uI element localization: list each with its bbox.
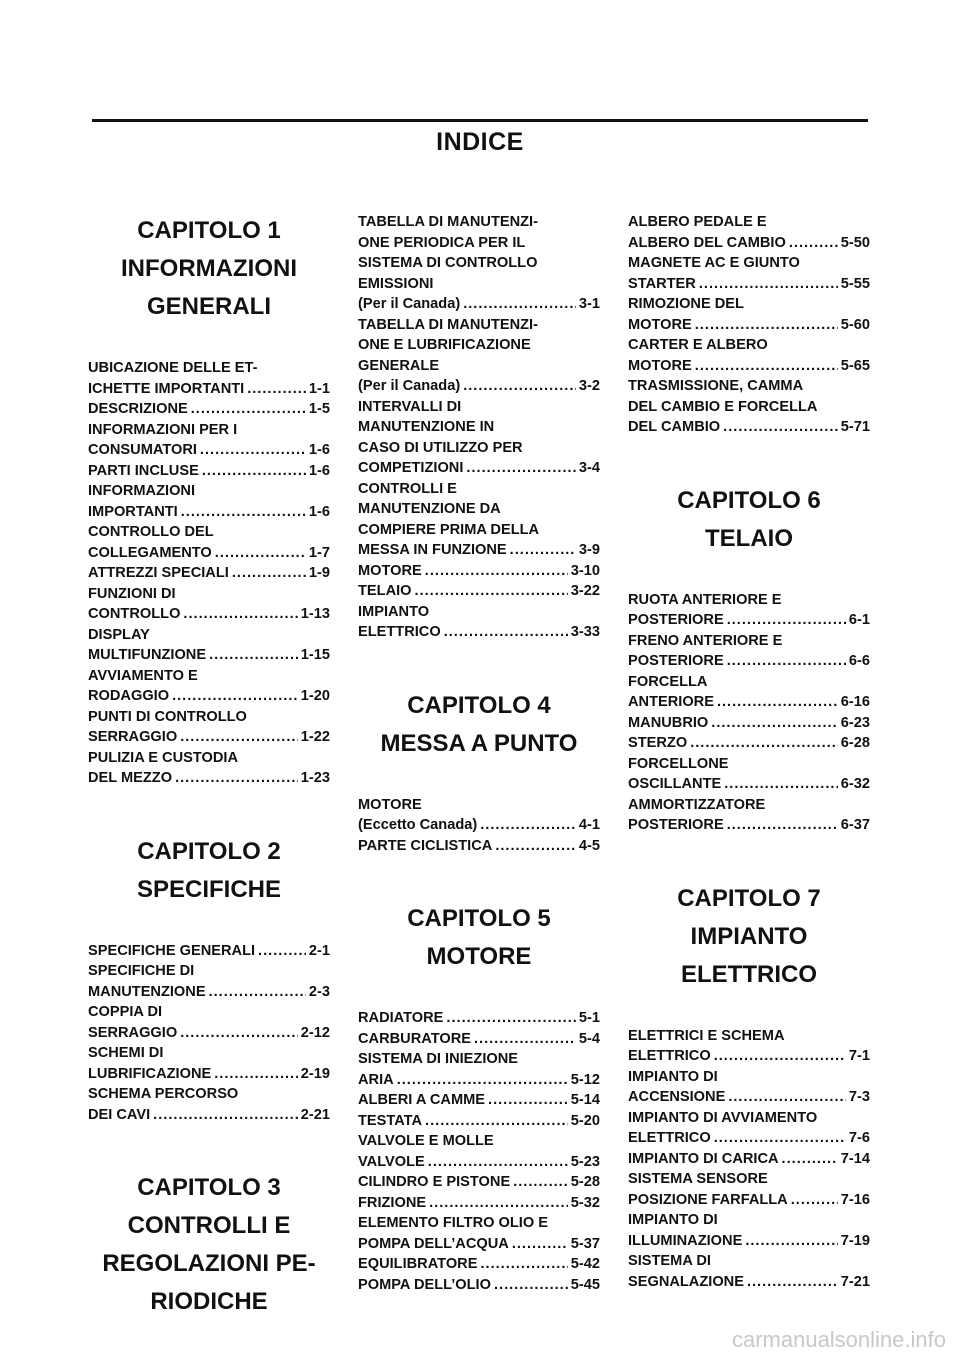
toc-entry-text: ARIA <box>358 1071 394 1088</box>
page-number: 4-5 <box>578 837 600 854</box>
page-number: 3-9 <box>578 542 600 558</box>
dot-leader <box>510 540 576 561</box>
dot-leader <box>727 815 838 836</box>
toc-entry-text: AVVIAMENTO E <box>88 667 198 684</box>
dot-leader <box>258 941 306 962</box>
toc-entry[interactable] <box>88 399 330 420</box>
toc-entry[interactable] <box>358 1029 600 1050</box>
toc-entry-text: CONSUMATORI <box>88 442 197 458</box>
toc-entry-text: ALBERO PEDALE E <box>628 214 767 230</box>
toc-entry-text: CONTROLLI E <box>358 480 457 497</box>
toc-entry[interactable] <box>358 561 600 582</box>
dot-leader <box>202 461 306 482</box>
toc-entry-text: SCHEMA PERCORSO <box>88 1086 239 1102</box>
toc-entry[interactable] <box>628 590 870 631</box>
toc-entry-text: STERZO <box>628 735 688 751</box>
toc-entry-text: ONE E LUBRIFICAZIONE <box>358 337 531 353</box>
dot-leader <box>495 836 576 857</box>
toc-entry[interactable] <box>358 1193 600 1214</box>
toc-entry[interactable] <box>88 522 330 563</box>
toc-entry-text: CILINDRO E PISTONE <box>358 1174 511 1190</box>
dot-leader <box>463 376 576 397</box>
toc-entry[interactable] <box>628 1210 870 1251</box>
toc-entry-text: RIMOZIONE DEL <box>628 296 744 312</box>
toc-entry-text: MOTORE <box>628 357 692 374</box>
toc-entry-text: IMPIANTO DI AVVIAMENTO <box>628 1109 818 1126</box>
toc-entry-text: SERRAGGIO <box>88 729 178 745</box>
dot-leader <box>747 1272 838 1293</box>
toc-entry-text: AMMORTIZZATORE <box>628 796 766 813</box>
page-number: 7-16 <box>840 1191 870 1208</box>
toc-entry-text: ELETTRICO <box>358 624 441 640</box>
toc-entry-text: POSTERIORE <box>628 612 724 628</box>
toc-entry[interactable] <box>358 1213 600 1254</box>
dot-leader <box>191 399 306 420</box>
dot-leader <box>183 604 297 625</box>
toc-entry[interactable] <box>88 961 330 1002</box>
toc-entry-text: CARBURATORE <box>358 1030 471 1047</box>
chapter-heading: CAPITOLO 6 TELAIO <box>677 486 821 552</box>
page-number: 5-1 <box>578 1010 600 1026</box>
toc-entry[interactable] <box>88 748 330 789</box>
dot-leader <box>209 982 306 1003</box>
page-number: 6-37 <box>840 817 870 833</box>
toc-entry[interactable] <box>358 1090 600 1111</box>
toc-entry-text: ACCENSIONE <box>628 1089 726 1105</box>
dot-leader <box>513 1172 568 1193</box>
toc-entry[interactable] <box>358 1172 600 1193</box>
page-number: 5-71 <box>840 419 870 435</box>
page-number: 1-1 <box>308 380 330 397</box>
top-rule <box>92 119 868 122</box>
toc-entry-text: TABELLA DI MANUTENZI- <box>358 214 538 230</box>
toc-entry-text: EMISSIONI <box>358 275 434 292</box>
toc-entry-text: SERRAGGIO <box>88 1024 178 1041</box>
dot-leader <box>209 645 298 666</box>
page-number: 3-33 <box>570 624 600 640</box>
toc-entry-text: FORCELLA <box>628 673 708 690</box>
dot-leader <box>690 733 838 754</box>
page-number: 5-65 <box>840 357 870 374</box>
toc-entry-text: OSCILLANTE <box>628 776 722 792</box>
page-number: 4-1 <box>578 817 600 833</box>
dot-leader <box>175 768 298 789</box>
toc-entry-text: IMPIANTO DI CARICA <box>628 1150 779 1167</box>
page-number: 7-21 <box>840 1273 870 1290</box>
toc-entry[interactable] <box>358 315 600 397</box>
page-number: 5-23 <box>570 1153 600 1170</box>
dot-leader <box>480 1254 567 1275</box>
dot-leader <box>745 1231 837 1252</box>
dot-leader <box>463 294 576 315</box>
dot-leader <box>727 651 846 672</box>
dot-leader <box>728 1087 846 1108</box>
page-number: 5-50 <box>840 234 870 251</box>
chapter-heading: CAPITOLO 1 INFORMAZIONI GENERALI <box>121 217 297 320</box>
toc-entry-text: FRIZIONE <box>358 1194 427 1211</box>
toc-entry-text: CASO DI UTILIZZO PER <box>358 439 523 456</box>
toc-entry[interactable] <box>358 581 600 602</box>
toc-entry-text: (Eccetto Canada) <box>358 817 478 833</box>
toc-entry-text: COMPIERE PRIMA DELLA <box>358 521 540 538</box>
dot-leader <box>180 1023 298 1044</box>
toc-entry[interactable] <box>628 212 870 253</box>
toc-entry-text: (Per il Canada) <box>358 296 461 312</box>
page-number: 1-9 <box>308 565 330 581</box>
page-number: 5-32 <box>570 1194 600 1211</box>
dot-leader <box>428 1152 568 1173</box>
page-number: 5-60 <box>840 316 870 333</box>
page-number: 6-32 <box>840 776 870 792</box>
toc-entry[interactable] <box>88 584 330 625</box>
page-number: 5-12 <box>570 1071 600 1088</box>
toc-entry[interactable] <box>358 795 600 836</box>
toc-entry[interactable] <box>628 253 870 294</box>
toc-entry-text: SEGNALAZIONE <box>628 1273 744 1290</box>
toc-entry[interactable] <box>88 941 330 962</box>
page-number: 7-3 <box>848 1089 870 1105</box>
page-number: 2-19 <box>300 1065 330 1082</box>
toc-entry[interactable] <box>628 713 870 734</box>
toc-entry-text: DEI CAVI <box>88 1106 151 1123</box>
page-number: 3-2 <box>578 378 600 394</box>
toc-column-3 <box>628 212 870 1292</box>
toc-entry-text: TABELLA DI MANUTENZI- <box>358 316 538 333</box>
toc-entry-text: SISTEMA DI <box>628 1253 711 1269</box>
dot-leader <box>444 622 568 643</box>
page-number: 5-45 <box>570 1276 600 1293</box>
page-number: 6-16 <box>840 694 870 710</box>
toc-entry-text: EQUILIBRATORE <box>358 1256 478 1272</box>
toc-entry-text: ALBERI A CAMME <box>358 1092 486 1108</box>
toc-entry[interactable] <box>358 1111 600 1132</box>
toc-column-2 <box>358 212 600 1295</box>
toc-entry-text: COPPIA DI <box>88 1004 163 1020</box>
dot-leader <box>200 440 306 461</box>
toc-entry-text: DESCRIZIONE <box>88 401 188 417</box>
dot-leader <box>494 1275 568 1296</box>
toc-entry[interactable] <box>88 1084 330 1125</box>
page-number: 2-3 <box>308 983 330 1000</box>
toc-entry-text: FUNZIONI DI <box>88 585 176 602</box>
toc-entry-text: TESTATA <box>358 1112 423 1129</box>
page-number: 7-6 <box>848 1130 870 1146</box>
toc-entry-text: SPECIFICHE GENERALI <box>88 942 256 959</box>
toc-entry-text: ELETTRICI E SCHEMA <box>628 1027 785 1044</box>
toc-entry-text: PUNTI DI CONTROLLO <box>88 708 247 725</box>
toc-entry-text: INFORMAZIONI PER I <box>88 421 238 438</box>
chapter-heading: CAPITOLO 4 MESSA A PUNTO <box>380 691 578 757</box>
toc-entry[interactable] <box>628 795 870 836</box>
page-number: 2-21 <box>300 1106 330 1123</box>
toc-entry[interactable] <box>628 631 870 672</box>
dot-leader <box>488 1090 568 1111</box>
dot-leader <box>214 1064 298 1085</box>
toc-entry-text: MOTORE <box>358 562 422 579</box>
watermark: carmanualsonline.info <box>731 1327 946 1352</box>
page-number: 5-37 <box>570 1235 600 1252</box>
toc-entry[interactable] <box>88 1002 330 1043</box>
toc-entry-text: SISTEMA DI CONTROLLO <box>358 255 538 271</box>
page-number: 5-4 <box>578 1030 600 1047</box>
dot-leader <box>727 610 846 631</box>
toc-entry-text: LUBRIFICAZIONE <box>88 1065 212 1082</box>
dot-leader <box>695 315 838 336</box>
toc-column-1 <box>88 212 330 1353</box>
toc-entry-text: ELEMENTO FILTRO OLIO E <box>358 1215 548 1231</box>
page-number: 1-20 <box>300 688 330 704</box>
toc-entry-text: MANUTENZIONE IN <box>358 419 495 435</box>
toc-entry[interactable] <box>88 358 330 399</box>
toc-entry[interactable] <box>88 625 330 666</box>
toc-entry[interactable] <box>88 1043 330 1084</box>
toc-entry-text: POSTERIORE <box>628 817 724 833</box>
toc-entry[interactable] <box>628 376 870 438</box>
toc-entry-text: ANTERIORE <box>628 694 714 710</box>
toc-entry-text: PARTE CICLISTICA <box>358 837 493 854</box>
toc-entry-text: ICHETTE IMPORTANTI <box>88 380 245 397</box>
toc-entry[interactable] <box>358 397 600 479</box>
toc-entry-text: CONTROLLO <box>88 606 181 622</box>
toc-entry-text: (Per il Canada) <box>358 378 461 394</box>
toc-entry-text: RADIATORE <box>358 1010 444 1026</box>
page-number: 6-6 <box>848 653 870 669</box>
dot-leader <box>466 458 576 479</box>
page-number: 1-22 <box>300 729 330 745</box>
page-number: 1-15 <box>300 647 330 663</box>
toc-entry-text: POSTERIORE <box>628 653 724 669</box>
toc-entry[interactable] <box>358 1275 600 1296</box>
toc-entry-text: ONE PERIODICA PER IL <box>358 234 526 251</box>
dot-leader <box>789 233 838 254</box>
page-number: 1-6 <box>308 462 330 479</box>
toc-entry[interactable] <box>358 602 600 643</box>
chapter-heading: CAPITOLO 7 IMPIANTO ELETTRICO <box>677 884 821 988</box>
toc-entry-text: INTERVALLI DI <box>358 398 462 415</box>
dot-leader <box>215 543 306 564</box>
dot-leader <box>512 1234 568 1255</box>
toc-entry[interactable] <box>628 1108 870 1149</box>
dot-leader <box>711 713 838 734</box>
toc-entry-text: SISTEMA SENSORE <box>628 1171 768 1187</box>
toc-entry-text: POSIZIONE FARFALLA <box>628 1191 788 1208</box>
toc-entry-text: FORCELLONE <box>628 755 729 772</box>
dot-leader <box>695 356 838 377</box>
dot-leader <box>425 561 568 582</box>
page-number: 3-22 <box>570 583 600 599</box>
page-title: INDICE <box>436 128 524 156</box>
dot-leader <box>699 274 838 295</box>
toc-entry[interactable] <box>358 1131 600 1172</box>
toc-entry[interactable] <box>358 212 600 315</box>
dot-leader <box>474 1029 576 1050</box>
dot-leader <box>446 1008 576 1029</box>
toc-entry-text: CARTER E ALBERO <box>628 337 768 353</box>
toc-entry-text: MANUTENZIONE <box>88 983 206 1000</box>
toc-entry-text: UBICAZIONE DELLE ET- <box>88 360 258 376</box>
toc-entry-text: VALVOLE <box>358 1153 425 1170</box>
toc-entry[interactable] <box>88 707 330 748</box>
toc-entry[interactable] <box>628 672 870 713</box>
toc-entry[interactable] <box>628 335 870 376</box>
toc-entry-text: COLLEGAMENTO <box>88 544 212 561</box>
page-number: 7-19 <box>840 1232 870 1249</box>
toc-entry-text: DEL CAMBIO E FORCELLA <box>628 398 818 415</box>
toc-entry-text: TRASMISSIONE, CAMMA <box>628 378 804 394</box>
toc-entry-text: INFORMAZIONI <box>88 483 196 499</box>
toc-entry[interactable] <box>358 836 600 857</box>
toc-entry-text: VALVOLE E MOLLE <box>358 1133 494 1149</box>
toc-entry[interactable] <box>88 420 330 461</box>
chapter-heading: CAPITOLO 5 MOTORE <box>407 905 551 970</box>
toc-entry[interactable] <box>358 1254 600 1275</box>
page-number: 3-4 <box>578 460 600 476</box>
toc-entry-text: ELETTRICO <box>628 1048 711 1064</box>
toc-entry-text: MANUTENZIONE DA <box>358 501 501 517</box>
toc-entry-text: ELETTRICO <box>628 1130 711 1146</box>
toc-entry[interactable] <box>628 754 870 795</box>
page-number: 1-6 <box>308 442 330 458</box>
toc-entry-text: MOTORE <box>628 316 692 333</box>
chapter-heading: CAPITOLO 3 CONTROLLI E REGOLAZIONI PE- RIODICHE <box>102 1174 316 1315</box>
toc-entry-text: POMPA DELL’ACQUA <box>358 1235 509 1252</box>
toc-entry[interactable] <box>88 563 330 584</box>
toc-entry[interactable] <box>88 666 330 707</box>
dot-leader <box>153 1105 298 1126</box>
dot-leader <box>714 1128 846 1149</box>
chapter-heading: CAPITOLO 2 SPECIFICHE <box>136 837 282 903</box>
toc-entry-text: SISTEMA DI INIEZIONE <box>358 1051 519 1067</box>
toc-entry-text: CONTROLLO DEL <box>88 524 214 540</box>
toc-entry-text: IMPORTANTI <box>88 503 178 520</box>
page-number: 3-1 <box>578 296 600 312</box>
dot-leader <box>247 379 306 400</box>
toc-entry[interactable] <box>628 1026 870 1067</box>
toc-entry-text: SPECIFICHE DI <box>88 963 195 979</box>
toc-entry-text: RUOTA ANTERIORE E <box>628 591 782 608</box>
page-number: 5-42 <box>570 1256 600 1272</box>
dot-leader <box>714 1046 846 1067</box>
toc-entry-text: DEL CAMBIO <box>628 419 721 435</box>
toc-entry[interactable] <box>358 1049 600 1090</box>
dot-leader <box>723 417 838 438</box>
dot-leader <box>397 1070 568 1091</box>
page-number: 2-12 <box>300 1024 330 1041</box>
page-number: 6-28 <box>840 735 870 751</box>
toc-entry-text: GENERALE <box>358 357 440 374</box>
dot-leader <box>181 502 306 523</box>
toc-entry-text: DEL MEZZO <box>88 770 173 786</box>
page-number: 1-6 <box>308 503 330 520</box>
page-number: 7-14 <box>840 1150 870 1167</box>
toc-entry-text: SCHEMI DI <box>88 1045 164 1061</box>
page-number: 5-14 <box>570 1092 600 1108</box>
dot-leader <box>429 1193 568 1214</box>
page-number: 3-10 <box>570 562 600 579</box>
toc-entry-text: MULTIFUNZIONE <box>88 647 207 663</box>
toc-entry[interactable] <box>88 481 330 522</box>
dot-leader <box>791 1190 838 1211</box>
page-number: 6-1 <box>848 612 870 628</box>
dot-leader <box>782 1149 838 1170</box>
toc-entry-text: IMPIANTO DI <box>628 1212 718 1228</box>
toc-entry-text: RODAGGIO <box>88 688 170 704</box>
page-number: 2-1 <box>308 942 330 959</box>
toc-entry-text: ALBERO DEL CAMBIO <box>628 234 786 251</box>
toc-entry-text: MAGNETE AC E GIUNTO <box>628 255 800 271</box>
page-number: 1-5 <box>308 401 330 417</box>
toc-entry-text: DISPLAY <box>88 626 150 643</box>
toc-entry[interactable] <box>628 733 870 754</box>
toc-entry[interactable] <box>628 1149 870 1170</box>
page-number: 5-28 <box>570 1174 600 1190</box>
dot-leader <box>232 563 306 584</box>
toc-entry-text: MESSA IN FUNZIONE <box>358 542 507 558</box>
dot-leader <box>724 774 838 795</box>
toc-entry[interactable] <box>358 1008 600 1029</box>
page-number: 5-55 <box>840 275 870 292</box>
toc-entry-text: IMPIANTO DI <box>628 1068 718 1085</box>
toc-entry[interactable] <box>628 1169 870 1210</box>
toc-entry-text: ATTREZZI SPECIALI <box>88 565 229 581</box>
dot-leader <box>172 686 298 707</box>
page-number: 5-20 <box>570 1112 600 1129</box>
toc-entry-text: MOTORE <box>358 796 422 813</box>
page-number: 7-1 <box>848 1048 870 1064</box>
toc-entry-text: PARTI INCLUSE <box>88 462 199 479</box>
toc-entry-text: PULIZIA E CUSTODIA <box>88 749 238 766</box>
page-number: 1-23 <box>300 770 330 786</box>
dot-leader <box>425 1111 568 1132</box>
toc-entry-text: FRENO ANTERIORE E <box>628 632 783 649</box>
dot-leader <box>415 581 568 602</box>
dot-leader <box>717 692 838 713</box>
page-number: 1-7 <box>308 544 330 561</box>
toc-entry-text: ILLUMINAZIONE <box>628 1232 743 1249</box>
page-number: 1-13 <box>300 606 330 622</box>
toc-entry[interactable] <box>628 1067 870 1108</box>
toc-entry-text: TELAIO <box>358 583 412 599</box>
toc-entry-text: MANUBRIO <box>628 714 709 731</box>
toc-entry-text: STARTER <box>628 275 696 292</box>
toc-entry[interactable] <box>628 1251 870 1292</box>
toc-entry[interactable] <box>628 294 870 335</box>
toc-entry-text: IMPIANTO <box>358 603 430 620</box>
dot-leader <box>180 727 298 748</box>
dot-leader <box>480 815 576 836</box>
toc-entry[interactable] <box>358 479 600 561</box>
toc-entry-text: COMPETIZIONI <box>358 460 464 476</box>
page-number: 6-23 <box>840 714 870 731</box>
toc-entry-text: POMPA DELL’OLIO <box>358 1276 491 1293</box>
toc-entry[interactable] <box>88 461 330 482</box>
